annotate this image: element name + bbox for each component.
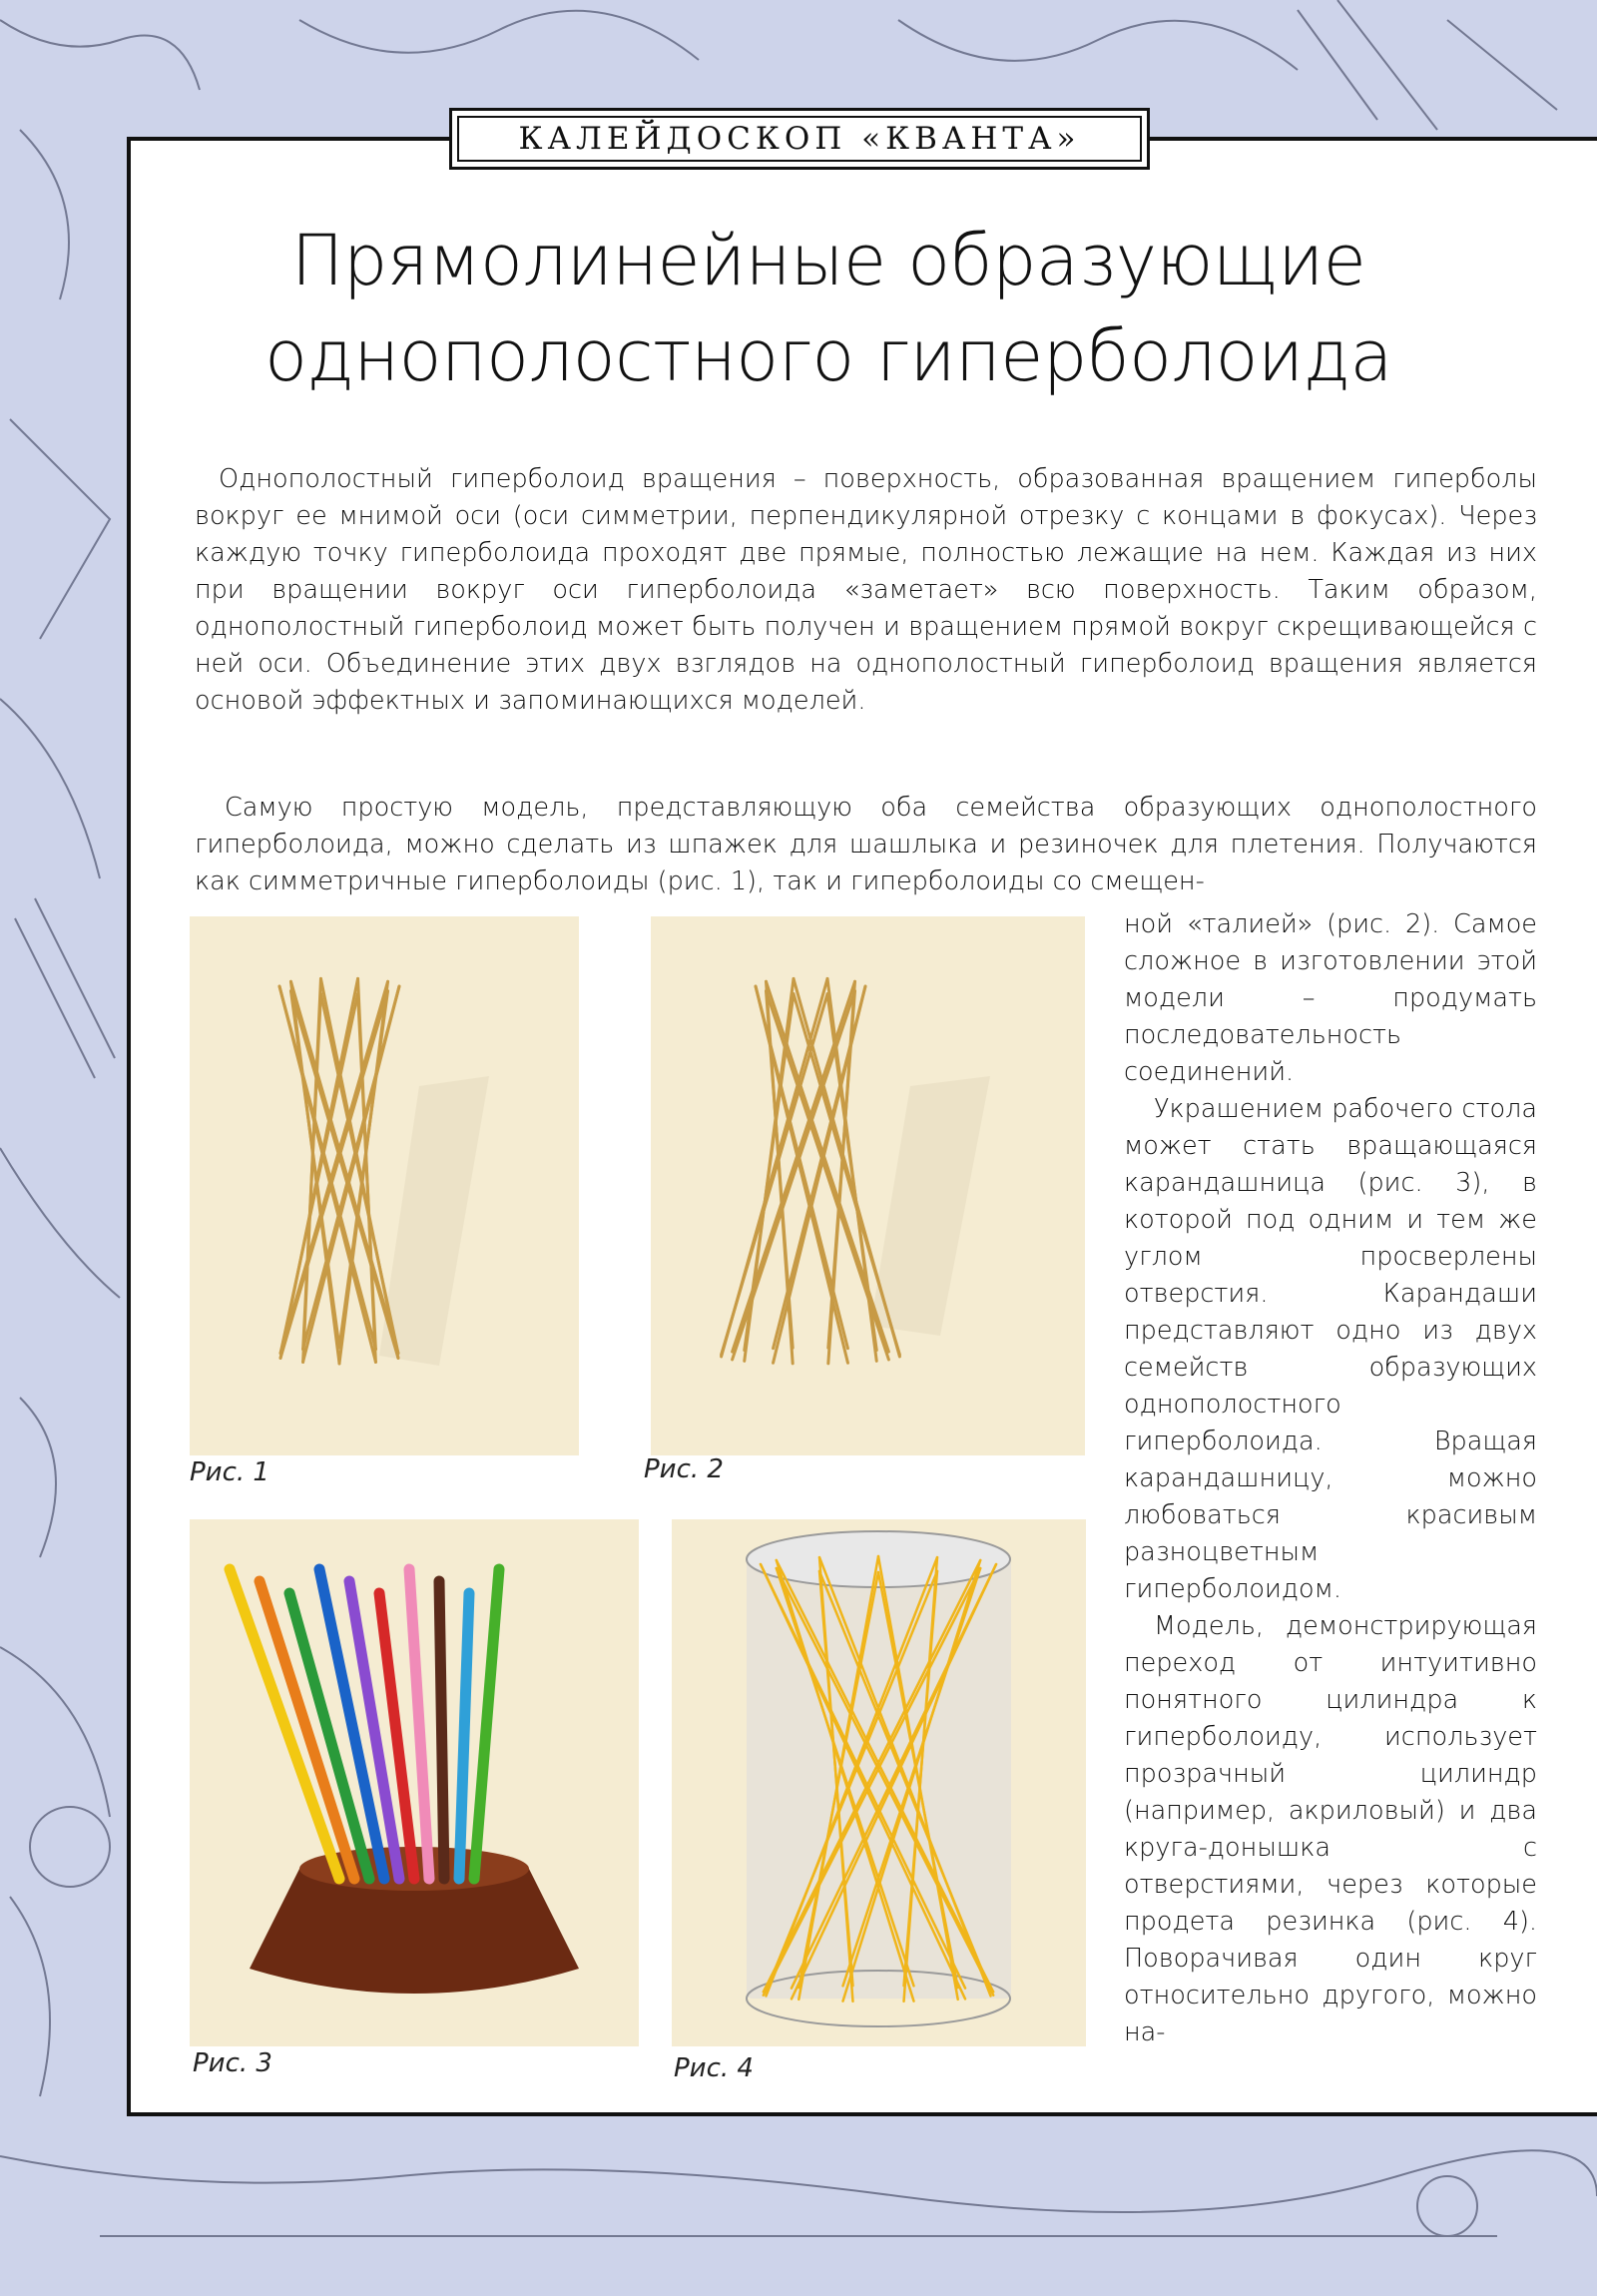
side-column-text	[1124, 906, 1537, 2051]
skewer	[733, 981, 855, 1352]
shadow	[870, 1076, 990, 1336]
skewer-hyperboloid-image	[190, 916, 579, 1455]
column-paragraph-3: Модель, демонстрирующая переход от интуитивно понятного цилиндра к гиперболоиду, использует прозрачный цилиндр (например, акриловый) и два круга-донышка с отверстиями, через которые продета резинка (рис. 4). Поворачивая один круг относительно другого, можно на-	[1124, 1611, 1537, 2047]
figure-1-caption: Рис. 1	[190, 1457, 269, 1487]
pencil	[474, 1569, 499, 1879]
intro-paragraph: Однополостный гиперболоид вращения – поверхность, образованная вращением гиперболы вокруг ее мнимой оси (оси симметрии, перпендикулярной отрезку с концами в фокусах). Через каждую точку гиперболоида проходят две прямые, полностью лежащие на нем. Каждая из них при вращении вокруг оси гиперболоида «заметает» всю поверхность. Таким образом, однополостный гиперболоид может быть получен и вращением прямой вокруг скрещивающейся с ней оси. Объединение этих двух взглядов на однополостный гиперболоид вращения является основой эффектных и запоминающихся моделей.	[195, 464, 1537, 716]
pencil	[459, 1593, 469, 1879]
article-title: Прямолинейные образующие однополостного гиперболоида	[265, 220, 1392, 397]
skewer	[722, 978, 827, 1357]
model-paragraph: Самую простую модель, представляющую оба семейства образующих однополостного гиперболоида, можно сделать из шпажек для шашлыка и резиночек для плетения. Получаются как симметричные гиперболоиды (рис. 1), так и гиперболоиды со смещен-	[195, 793, 1537, 896]
figure-4-caption: Рис. 4	[674, 2053, 754, 2083]
pencil-holder-image	[190, 1519, 639, 2046]
column-paragraph-1: ной «талией» (рис. 2). Самое сложное в изготовлении этой модели – продумать последовательность соединений.	[1124, 909, 1537, 1087]
figure-2-caption: Рис. 2	[644, 1454, 724, 1484]
pencil	[439, 1581, 444, 1879]
figure-1-symmetric-hyperboloid	[190, 916, 579, 1455]
shadow	[379, 1076, 489, 1366]
acrylic-cylinder	[747, 1559, 1011, 1999]
skewer	[794, 978, 899, 1357]
rubric-header: КАЛЕЙДОСКОП «КВАНТА»	[449, 108, 1150, 170]
figure-4-transparent-cylinder	[672, 1519, 1086, 2046]
column-paragraph-2: Украшением рабочего стола может стать вращающаяся карандашница (рис. 3), в которой под одним и тем же углом просверлены отверстия. Карандаши представляют одно из двух семейств образующих однополостного гиперболоида. Вращая карандашницу, можно любоваться красивым разноцветным гиперболоидом.	[1124, 1094, 1537, 1604]
skewer-hyperboloid-shifted-image	[651, 916, 1085, 1455]
figure-3-pencil-holder	[190, 1519, 639, 2046]
skewer	[767, 981, 889, 1352]
pencil	[260, 1581, 354, 1879]
figure-2-shifted-waist-hyperboloid	[651, 916, 1085, 1455]
cylinder-elastic-image	[672, 1519, 1086, 2046]
figure-3-caption: Рис. 3	[193, 2048, 272, 2078]
